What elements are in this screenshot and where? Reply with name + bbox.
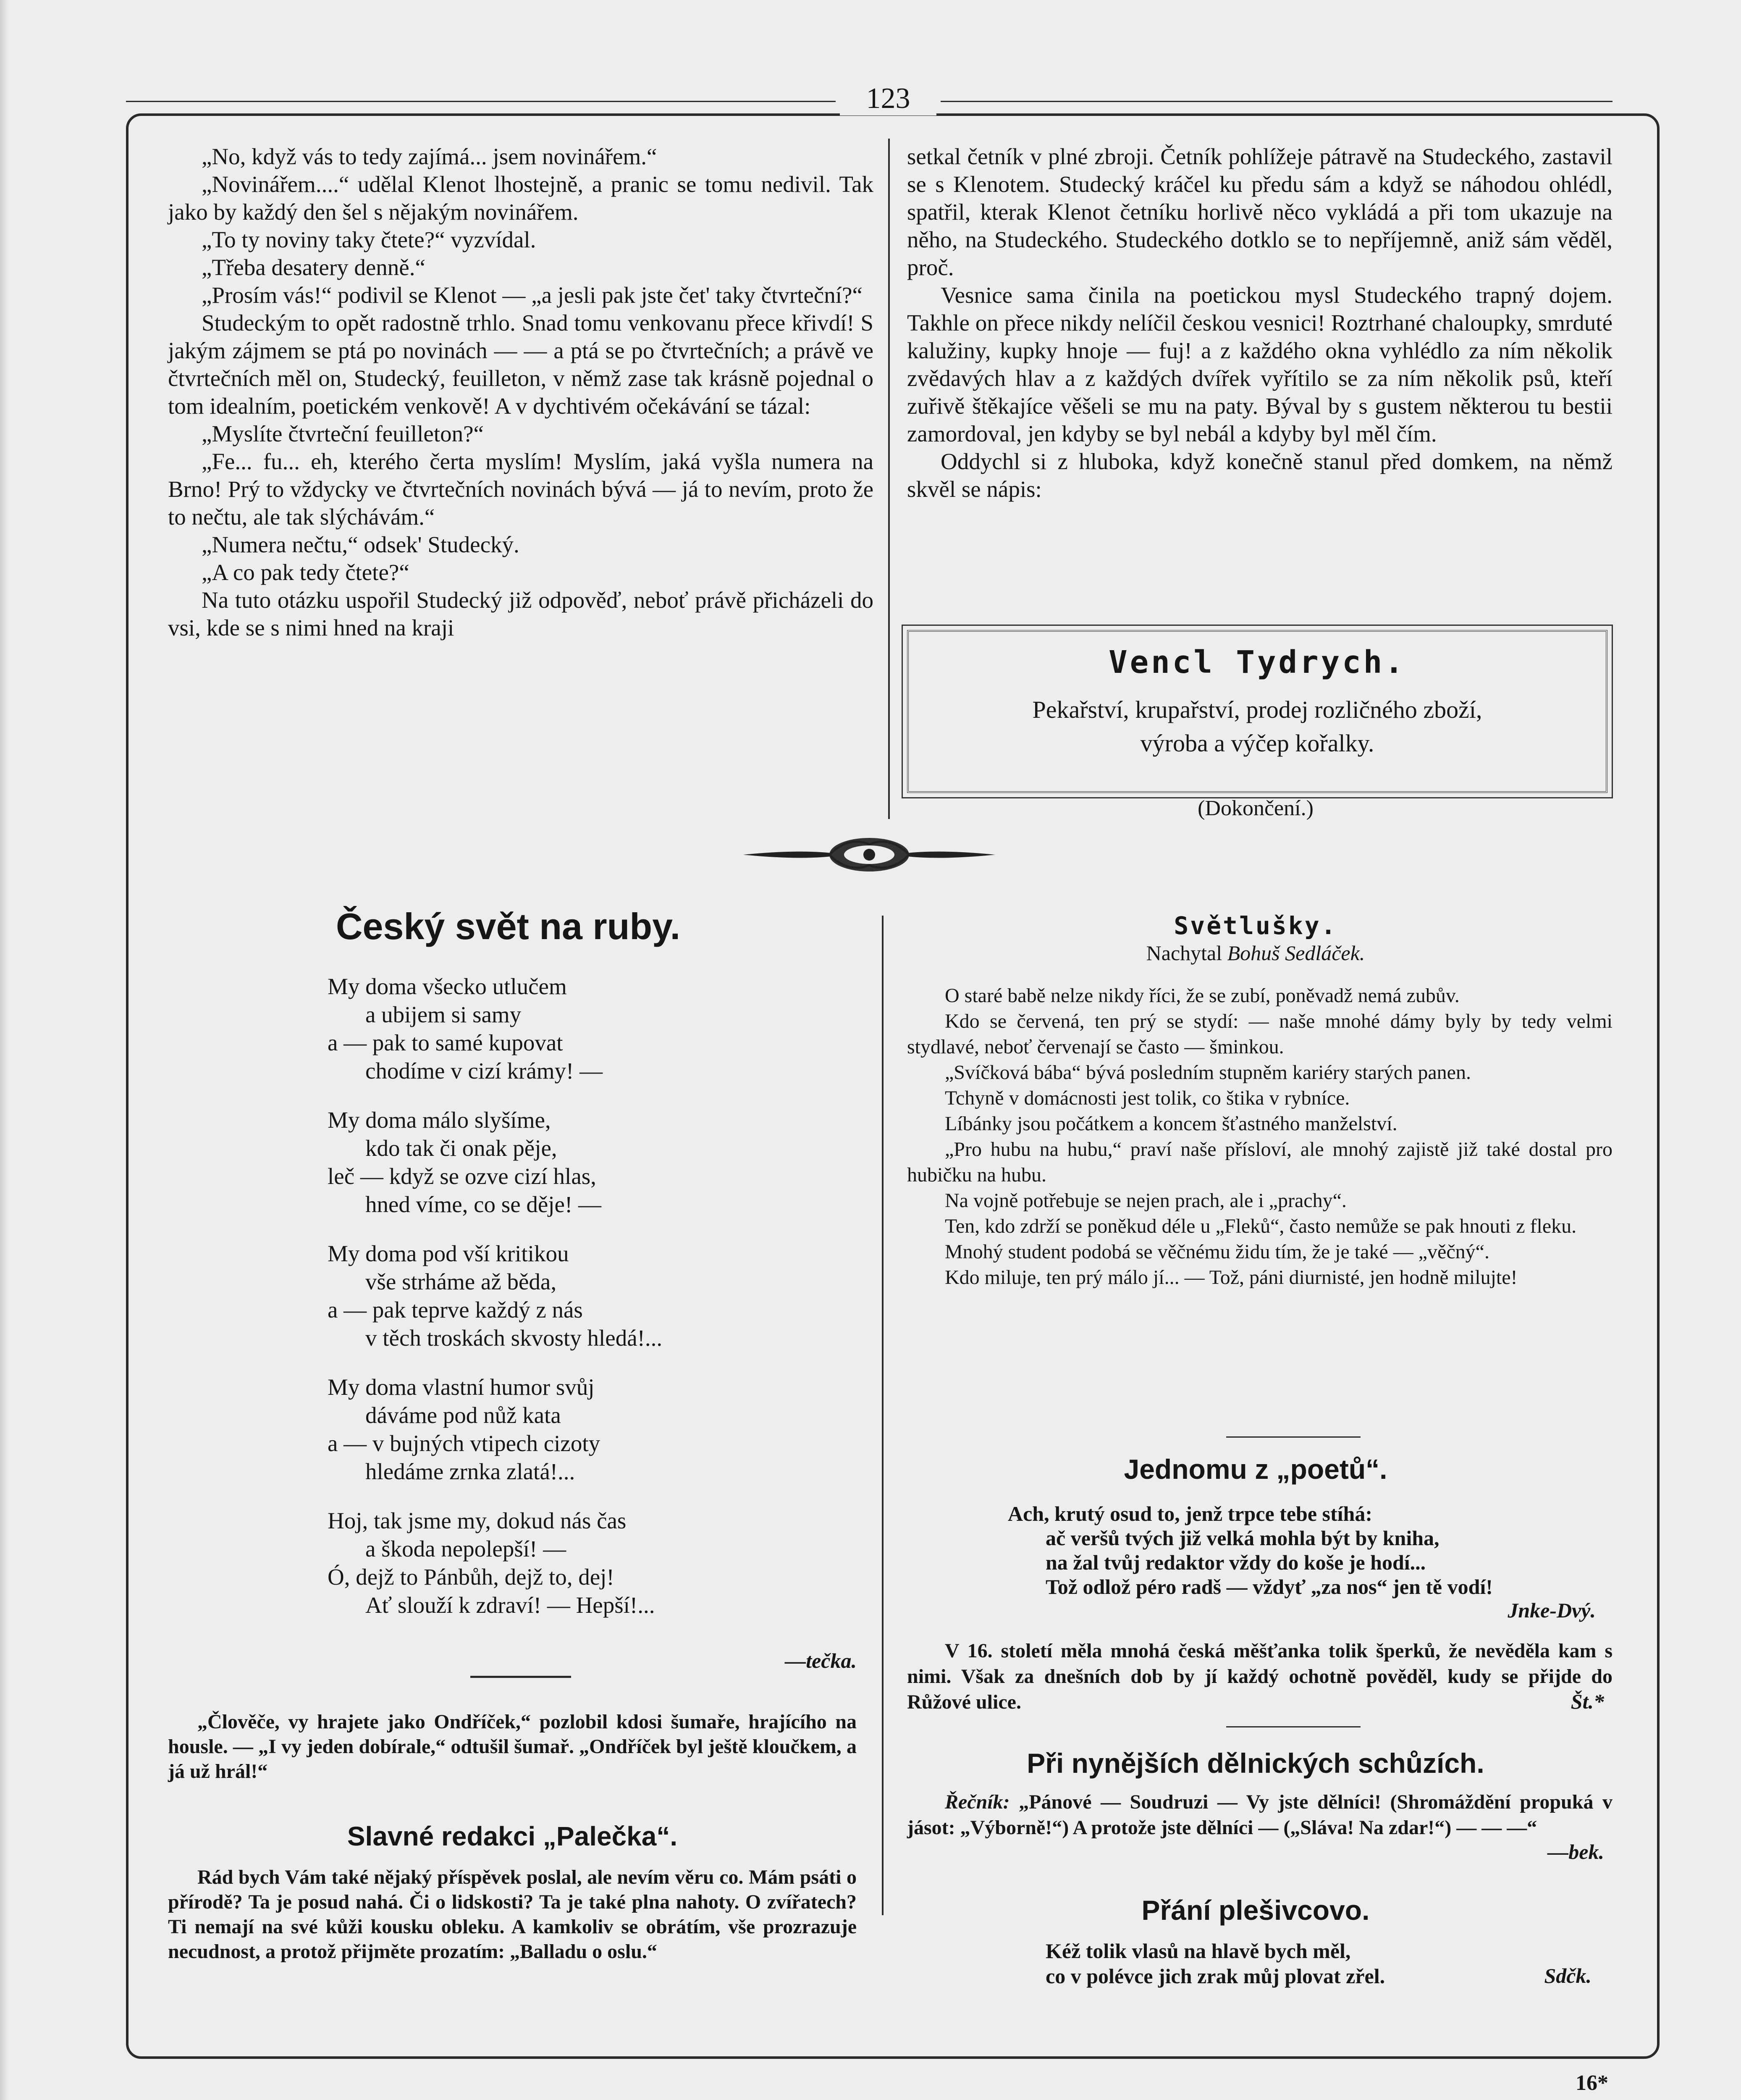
- story-paragraph: Studeckým to opět radostně trhlo. Snad tomu venkovanu přece křivdí! S jakým zájmem se ptá po novinách — — a ptá se po čtvrtečních; a právě ve čtvrtečních měl on, Studecký, feuilleton, v němž zase tak krásně pojednal o tom idealním, poetickém venkově! A v dychtivém očekávání se tázal:: [168, 310, 873, 419]
- short-rule: [470, 1676, 571, 1678]
- poem-stanza: [328, 1373, 873, 1486]
- poem-stanza: [328, 1106, 873, 1218]
- poem-line: a — pak teprve každý z nás: [328, 1297, 583, 1323]
- poem-line: a škoda nepolepší! —: [365, 1536, 566, 1562]
- plesivec-poem: [1046, 1938, 1508, 1989]
- svetlusky-item: „Pro hubu na hubu,“ praví naše přísloví, ale mnohý zajistě již také dostal pro hubičku na hubu.: [907, 1138, 1613, 1186]
- svetlusky-title: Světlušky.: [1174, 911, 1337, 940]
- poem-line: dáváme pod nůž kata: [365, 1402, 561, 1428]
- poetu-author: Jnke-Dvý.: [1508, 1599, 1596, 1622]
- story-paragraph: Oddychl si z hluboka, když konečně stanul před domkem, na němž skvěl se nápis:: [907, 449, 1613, 502]
- poem-stanza: [328, 972, 873, 1085]
- poem-line: Ó, dejž to Pánbůh, dejž to, dej!: [328, 1564, 614, 1590]
- top-rule-right: [941, 101, 1613, 102]
- column-divider-top: [888, 139, 890, 819]
- short-rule: [1226, 1436, 1361, 1438]
- poem-line: Hoj, tak jsme my, dokud nás čas: [328, 1508, 627, 1533]
- svetlusky-item: Kdo se červená, ten prý se stydí: — naše mnohé dámy byly by tedy velmi stydlavé, neboť červenají se často — šminkou.: [907, 1010, 1613, 1058]
- svetlusky-item: Mnohý student podobá se věčnému židu tím, že je také — „věčný“.: [945, 1241, 1489, 1263]
- shop-sign-line: výroba a výčep kořalky.: [1140, 730, 1374, 757]
- scan-edge: [0, 0, 8, 2100]
- schuze-text: [907, 1789, 1613, 1840]
- poem-line: hledáme zrnka zlatá!...: [365, 1459, 575, 1484]
- poetu-line: ač veršů tvých již velká mohla být by kniha,: [1046, 1526, 1439, 1550]
- poem-author: —tečka.: [785, 1649, 857, 1672]
- schuze-title: Při nynějších dělnických schůzích.: [1027, 1748, 1484, 1779]
- shop-sign: [907, 630, 1607, 793]
- editorial-text: Rád bych Vám také nějaký příspěvek poslal, ale nevím věru co. Mám psáti o přírodě? Ta je posud nahá. Či o lidskosti? Ta je také plna nahoty. O zvířatech? Ti nemají na své kůži kousku obleku. A kamkoliv se obrátím, vše prozrazuje necudnost, a protož přijměte prozatím: „Balladu o oslu.“: [168, 1866, 857, 1963]
- speaker-label: Řečník:: [945, 1791, 1010, 1813]
- poem-line: a ubijem si samy: [365, 1002, 522, 1027]
- poem-line: My doma pod vší kritikou: [328, 1241, 569, 1266]
- shop-sign-name: Vencl Tydrych.: [1109, 644, 1406, 680]
- sperky-text: V 16. století měla mnohá česká měšťanka tolik šperků, že nevěděla kam s nimi. Však za dnešních dob by jí každý ochotně pověděl, kudy se přijde do Růžové ulice.: [907, 1640, 1613, 1713]
- svetlusky-item: Tchyně v domácnosti jest tolik, co štika v rybníce.: [945, 1087, 1350, 1109]
- svetlusky-list: [907, 983, 1613, 1290]
- continued-note: (Dokončení.): [1198, 796, 1314, 820]
- story-paragraph: „Numera nečtu,“ odsek' Studecký.: [202, 532, 519, 557]
- poem-line: Ať slouží k zdraví! — Hepší!...: [365, 1592, 655, 1618]
- poem-stanza: [328, 1507, 873, 1619]
- editorial: [168, 1865, 857, 1964]
- poetu-line: na žal tvůj redaktor vždy do koše je hodí...: [1046, 1551, 1426, 1574]
- shop-sign-line: Pekařství, krupařství, prodej rozličného zboží,: [1032, 696, 1482, 723]
- story-paragraph: „To ty noviny taky čtete?“ vyzvídal.: [202, 227, 536, 252]
- poem-line: My doma všecko utlučem: [328, 974, 567, 999]
- top-rule-left: [126, 101, 836, 102]
- poem-line: a — v bujných vtipech cizoty: [328, 1431, 600, 1456]
- poetu-title: Jednomu z „poetů“.: [1124, 1454, 1387, 1485]
- story-paragraph: setkal četník v plné zbroji. Četník pohlížeje pátravě na Studeckého, zastavil se s Klenotem. Studecký kráčel ku předu sám a když se náhodou ohlédl, spatřil, kterak Klenot četníku horlivě něco vykládá a při tom ukazuje na něho, na Studeckého. Studeckého dotklo se to nepříjemně, aniž sám věděl, proč.: [907, 144, 1613, 280]
- svetlusky-item: Ten, kdo zdrží se poněkud déle u „Fleků“, často nemůže se pak hnouti z fleku.: [945, 1215, 1577, 1237]
- editorial-title: Slavné redakci „Palečka“.: [347, 1821, 678, 1851]
- poem-body: [328, 972, 873, 1619]
- svetlusky-item: O staré babě nelze nikdy říci, že se zubí, poněvadž nemá zubův.: [945, 984, 1460, 1007]
- poem-line: My doma málo slyšíme,: [328, 1107, 551, 1133]
- poem-line: a — pak to samé kupovat: [328, 1030, 563, 1055]
- story-paragraph: „A co pak tedy čtete?“: [202, 559, 409, 585]
- story-paragraph: „Novinářem....“ udělal Klenot lhostejně, a pranic se tomu nedivil. Tak jako by každý den šel s nějakým novinářem.: [168, 171, 873, 225]
- story-paragraph: „Fe... fu... eh, kterého čerta myslím! Myslím, jaká vyšla numera na Brno! Prý to vždycky ve čtvrtečních novinách bývá — já to nevím, proto že to nečtu, ale tak slýchávám.“: [168, 449, 873, 530]
- story-paragraph: Vesnice sama činila na poetickou mysl Studeckého trapný dojem. Takhle on přece nikdy nelíčil českou vesnici! Roztrhané chaloupky, smrduté kalužiny, kupky hnoje — fuj! a z každého okna vyhlédlo za ním několik zvědavých hlav a z každých dvířek vyřítilo se za ním několik psů, kteří zuřivě štěkajíce věšeli se mu na paty. Býval by s gustem některou tu bestii zamordoval, jen kdyby se byl nebál a kdyby byl měl čím.: [907, 282, 1613, 446]
- poetu-line: Ach, krutý osud to, jenž trpce tebe stíhá:: [1008, 1502, 1372, 1525]
- story-left-column: [168, 143, 873, 642]
- sheet-signature: 16*: [1576, 2071, 1608, 2095]
- story-paragraph: „Třeba desatery denně.“: [202, 255, 425, 280]
- poem-line: My doma vlastní humor svůj: [328, 1374, 595, 1400]
- svetlusky-item: Kdo miluje, ten prý málo jí... — Tož, páni diurnisté, jen hodně milujte!: [945, 1266, 1518, 1289]
- poetu-poem: [1008, 1502, 1596, 1599]
- poem-title: Český svět na ruby.: [336, 906, 681, 947]
- poem-line: v těch troskách skvosty hledá!...: [365, 1325, 663, 1351]
- schuze-author: —bek.: [1547, 1840, 1604, 1864]
- anecdote-text: „Člověče, vy hrajete jako Ondříček,“ pozlobil kdosi šumaře, hrajícího na housle. — „I vy jeden dobírale,“ odtušil šumař. „Ondříček byl ještě kloučkem, a já už hrál!“: [168, 1711, 857, 1782]
- poem-line: hned víme, co se děje! —: [365, 1192, 602, 1217]
- poem-line: vše strháme až běda,: [365, 1269, 557, 1294]
- anecdote: [168, 1709, 857, 1784]
- byline-author: Bohuš Sedláček.: [1227, 941, 1365, 965]
- ornament-divider-icon: [739, 832, 999, 878]
- short-rule: [1226, 1726, 1361, 1727]
- poem-line: kdo tak či onak pěje,: [365, 1135, 557, 1161]
- story-paragraph: „Myslíte čtvrteční feuilleton?“: [202, 421, 484, 446]
- svetlusky-item: „Svíčková bába“ bývá posledním stupněm kariéry starých panen.: [945, 1061, 1471, 1084]
- plesivec-line: co v polévce jich zrak můj plovat zřel.: [1046, 1964, 1385, 1988]
- story-right-column: [907, 143, 1613, 503]
- sperky: [907, 1638, 1613, 1715]
- plesivec-line: Kéž tolik vlasů na hlavě bych měl,: [1046, 1939, 1351, 1963]
- column-divider-bottom: [882, 916, 884, 1915]
- byline-prefix: Nachytal: [1146, 941, 1222, 965]
- svetlusky-item: Líbánky jsou počátkem a koncem šťastného manželství.: [945, 1113, 1398, 1135]
- plesivec-author: Sdčk.: [1544, 1964, 1592, 1987]
- story-paragraph: „Prosím vás!“ podivil se Klenot — „a jesli pak jste čet' taky čtvrteční?“: [202, 282, 863, 308]
- story-paragraph: Na tuto otázku uspořil Studecký již odpověď, neboť právě přicházeli do vsi, kde se s nimi hned na kraji: [168, 587, 873, 640]
- poem-line: leč — když se ozve cizí hlas,: [328, 1163, 596, 1189]
- svetlusky-byline: [903, 941, 1608, 965]
- story-paragraph: „No, když vás to tedy zajímá... jsem novinářem.“: [202, 144, 657, 169]
- svetlusky-item: Na vojně potřebuje se nejen prach, ale i „prachy“.: [945, 1189, 1347, 1212]
- plesivec-title: Přání plešivcovo.: [1141, 1895, 1370, 1926]
- poetu-line: Tož odlož péro radš — vždyť „za nos“ jen tě vodí!: [1046, 1575, 1493, 1599]
- poem-line: chodíme v cizí krámy! —: [365, 1058, 603, 1084]
- schuze: [907, 1789, 1613, 1840]
- sperky-author: Št.*: [1571, 1690, 1604, 1713]
- page-number: 123: [840, 82, 936, 116]
- poem-stanza: [328, 1239, 873, 1352]
- speech-text: „Pánové — Soudruzi — Vy jste dělníci! (Shromáždění propuká v jásot: „Výborně!“) A protože jste dělníci — („Sláva! Na zdar!“) — — —“: [907, 1791, 1613, 1839]
